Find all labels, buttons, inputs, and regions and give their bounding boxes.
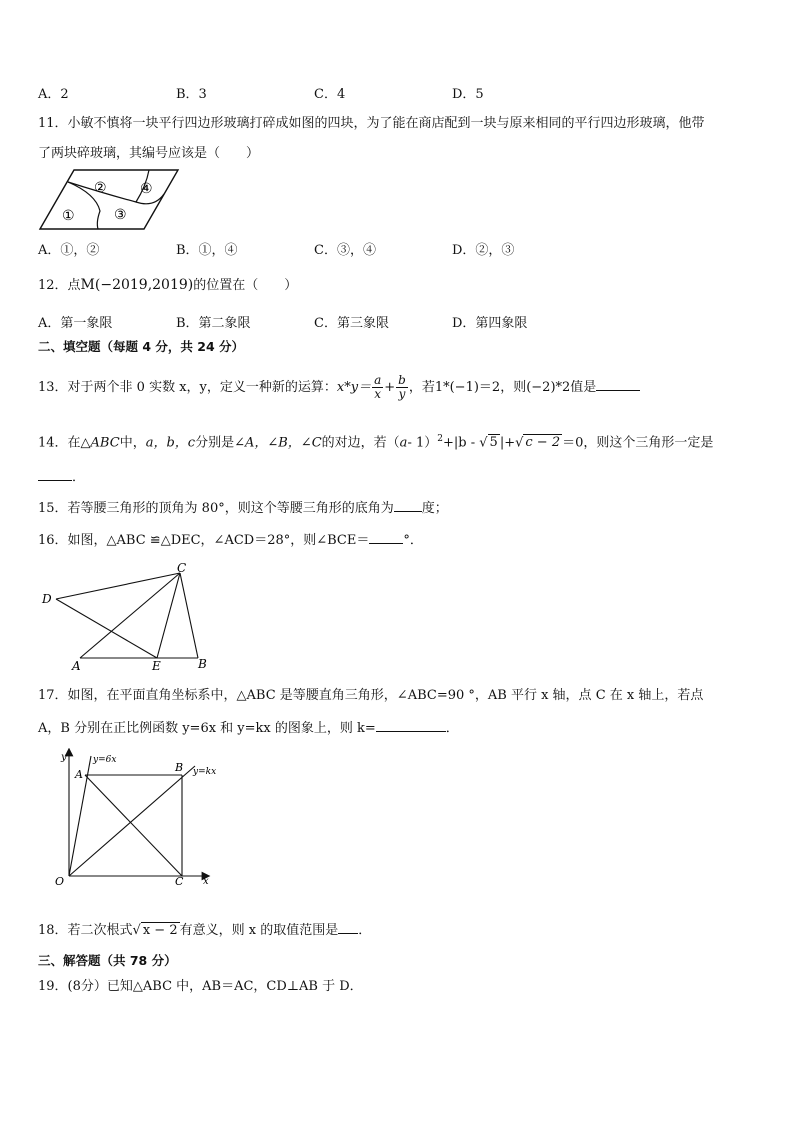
q17-coordinate-figure <box>48 748 218 890</box>
vertex-A-label: A <box>72 659 81 672</box>
x-axis-label: x <box>203 876 209 887</box>
q13-frac2-den: y <box>398 387 406 401</box>
q14-abc: ABC <box>90 435 120 451</box>
q12-stem <box>38 276 297 295</box>
piece-2-label: ② <box>94 180 107 196</box>
point-A-label: A <box>75 768 83 781</box>
segment-BC <box>180 573 198 658</box>
q15-text-a: 15．若等腰三角形的顶角为 80°，则这个等腰三角形的底角为 <box>38 501 394 516</box>
q13-condition: 1*(−1)＝2 <box>434 380 501 395</box>
segment-DC <box>56 573 180 599</box>
q12-option-b: B．第二象限 <box>176 316 251 331</box>
q13-stem <box>38 372 640 404</box>
q13-answer-blank[interactable] <box>596 378 640 391</box>
piece-1-label: ① <box>62 208 75 224</box>
point-C-label: C <box>175 875 184 888</box>
q14-exponent: 2 <box>437 434 443 444</box>
vertex-D-label: D <box>42 592 52 606</box>
q14-text-d: 的对边，若（ <box>321 435 400 451</box>
point-B-label: B <box>175 761 184 774</box>
q14-root5: 5 <box>489 435 498 451</box>
q14-expr1: a <box>399 435 408 451</box>
q17-text-a: A，B 分别在正比例函数 y=6x 和 y=kx 的图象上，则 k= <box>38 721 376 736</box>
q11-stem-line1: 11．小敏不慎将一块平行四边形玻璃打碎成如图的四块，为了能在商店配到一块与原来相同的平行四边形玻璃，他带 <box>38 116 705 131</box>
vertex-C-label: C <box>177 561 187 575</box>
q13-frac1-num: a <box>374 373 382 387</box>
q11-option-c: C．③，④ <box>314 243 376 258</box>
piece-3-label: ③ <box>114 207 127 223</box>
q14-root-c: c − 2 <box>525 435 561 451</box>
q16-answer-blank[interactable] <box>369 531 403 544</box>
q12-options <box>38 312 758 330</box>
q17-stem-line1: 17．如图，在平面直角坐标系中，△ABC 是等腰直角三角形，∠ABC=90 °，AB 平行 x 轴，点 C 在 x 轴上，若点 <box>38 688 704 703</box>
q14-angles: A，∠B，∠C <box>244 435 322 451</box>
q14-expr2: - 1） <box>407 435 438 451</box>
q18-radicand: x − 2 <box>142 923 178 938</box>
line-y-kx <box>69 766 195 876</box>
q13-ask: (−2)*2 <box>526 380 571 395</box>
q18-answer-blank[interactable] <box>338 921 358 934</box>
crack-line-2 <box>68 170 149 202</box>
q12-option-a: A．第一象限 <box>38 316 113 331</box>
q13-plus: + <box>384 380 396 395</box>
section-fill-in-heading: 二、填空题（每题 4 分，共 24 分） <box>38 339 245 354</box>
q14-vars: a，b，c <box>145 435 196 451</box>
q15-answer-blank[interactable] <box>394 499 422 512</box>
q13-text-b: ，若 <box>408 380 435 395</box>
segment-AC <box>80 573 180 658</box>
q11-stem-line2: 了两块碎玻璃，其编号应该是（ ） <box>38 146 260 161</box>
q13-frac2-num: b <box>398 373 406 387</box>
q14-period: ． <box>72 470 86 485</box>
q16-stem <box>38 531 423 550</box>
q17-stem-line2 <box>38 719 459 738</box>
line-y-6x-label: y=6x <box>93 755 117 765</box>
q12-option-d: D．第四象限 <box>452 316 528 331</box>
q14-answer-blank[interactable] <box>38 468 72 481</box>
q18-text-c: ． <box>358 923 372 938</box>
parallelogram-outline <box>40 170 178 229</box>
q12-option-c: C．第三象限 <box>314 316 389 331</box>
q16-text-b: °． <box>403 533 423 548</box>
q13-fraction-a-over-x <box>372 374 383 401</box>
q14-text-a: 14．在△ <box>38 435 91 451</box>
vertex-E-label: E <box>152 659 161 672</box>
q10-option-c: C．4 <box>314 87 346 102</box>
segment-DE <box>56 599 157 658</box>
origin-label: O <box>55 875 65 888</box>
q13-lhs: x*y＝ <box>336 380 372 395</box>
q13-text-d: 值是 <box>570 380 597 395</box>
q11-glass-figure <box>36 166 182 232</box>
q11-option-b: B．①，④ <box>176 243 238 258</box>
vertex-B-label: B <box>198 657 207 671</box>
q16-triangle-figure <box>36 560 216 672</box>
q12-point: M(−2019,2019) <box>80 277 194 293</box>
q16-text-a: 16．如图，△ABC ≌△DEC，∠ACD＝28°，则∠BCE＝ <box>38 533 370 548</box>
q19-stem: 19．(8分）已知△ABC 中，AB＝AC，CD⊥AB 于 D． <box>38 979 363 994</box>
y-axis-label: y <box>61 752 67 763</box>
q13-text-c: ，则 <box>500 380 527 395</box>
section-solve-heading: 三、解答题（共 78 分） <box>38 953 177 968</box>
q14-expr4: |+ <box>499 435 516 451</box>
line-y-kx-label: y=kx <box>193 767 217 777</box>
piece-4-label: ④ <box>140 181 153 197</box>
q10-option-a: A．2 <box>38 87 69 102</box>
q18-text-a: 18．若二次根式 <box>38 923 133 938</box>
q14-text-e: ＝0，则这个三角形一定是 <box>562 435 714 451</box>
segment-CE <box>157 573 180 658</box>
q14-line2 <box>38 468 85 487</box>
q13-fraction-b-over-y <box>396 374 408 401</box>
q11-option-d: D．②，③ <box>452 243 515 258</box>
q10-option-b: B．3 <box>176 87 207 102</box>
q12-text-b: 的位置在（ ） <box>193 278 298 293</box>
q14-expr3: +|b - <box>442 435 480 451</box>
q14-text-b: 中， <box>119 435 146 451</box>
q15-text-b: 度； <box>421 501 448 516</box>
q10-option-d: D．5 <box>452 87 484 102</box>
q11-option-a: A．①，② <box>38 243 100 258</box>
q18-stem: 18．若二次根式√ x − 2 有意义，则 x 的取值范围是 ． <box>38 923 372 938</box>
q15-stem <box>38 499 448 518</box>
q14-text-c: 分别是∠ <box>195 435 245 451</box>
q14-stem: 14．在△ABC中，a，b，c分别是∠A，∠B，∠C的对边，若（a- 1）$^2$+|b - √ 5 |+√ c − 2 ＝0，则这个三角形一定是 <box>38 434 714 451</box>
q11-options <box>38 239 758 257</box>
q13-text-a: 13．对于两个非 0 实数 x，y，定义一种新的运算： <box>38 380 337 395</box>
q17-answer-blank[interactable] <box>376 719 446 732</box>
q10-options <box>38 83 758 101</box>
q13-frac1-den: x <box>374 387 382 401</box>
q17-text-b: ． <box>445 721 459 736</box>
q18-text-b: 有意义，则 x 的取值范围是 <box>179 923 339 938</box>
q12-text-a: 12．点 <box>38 278 81 293</box>
